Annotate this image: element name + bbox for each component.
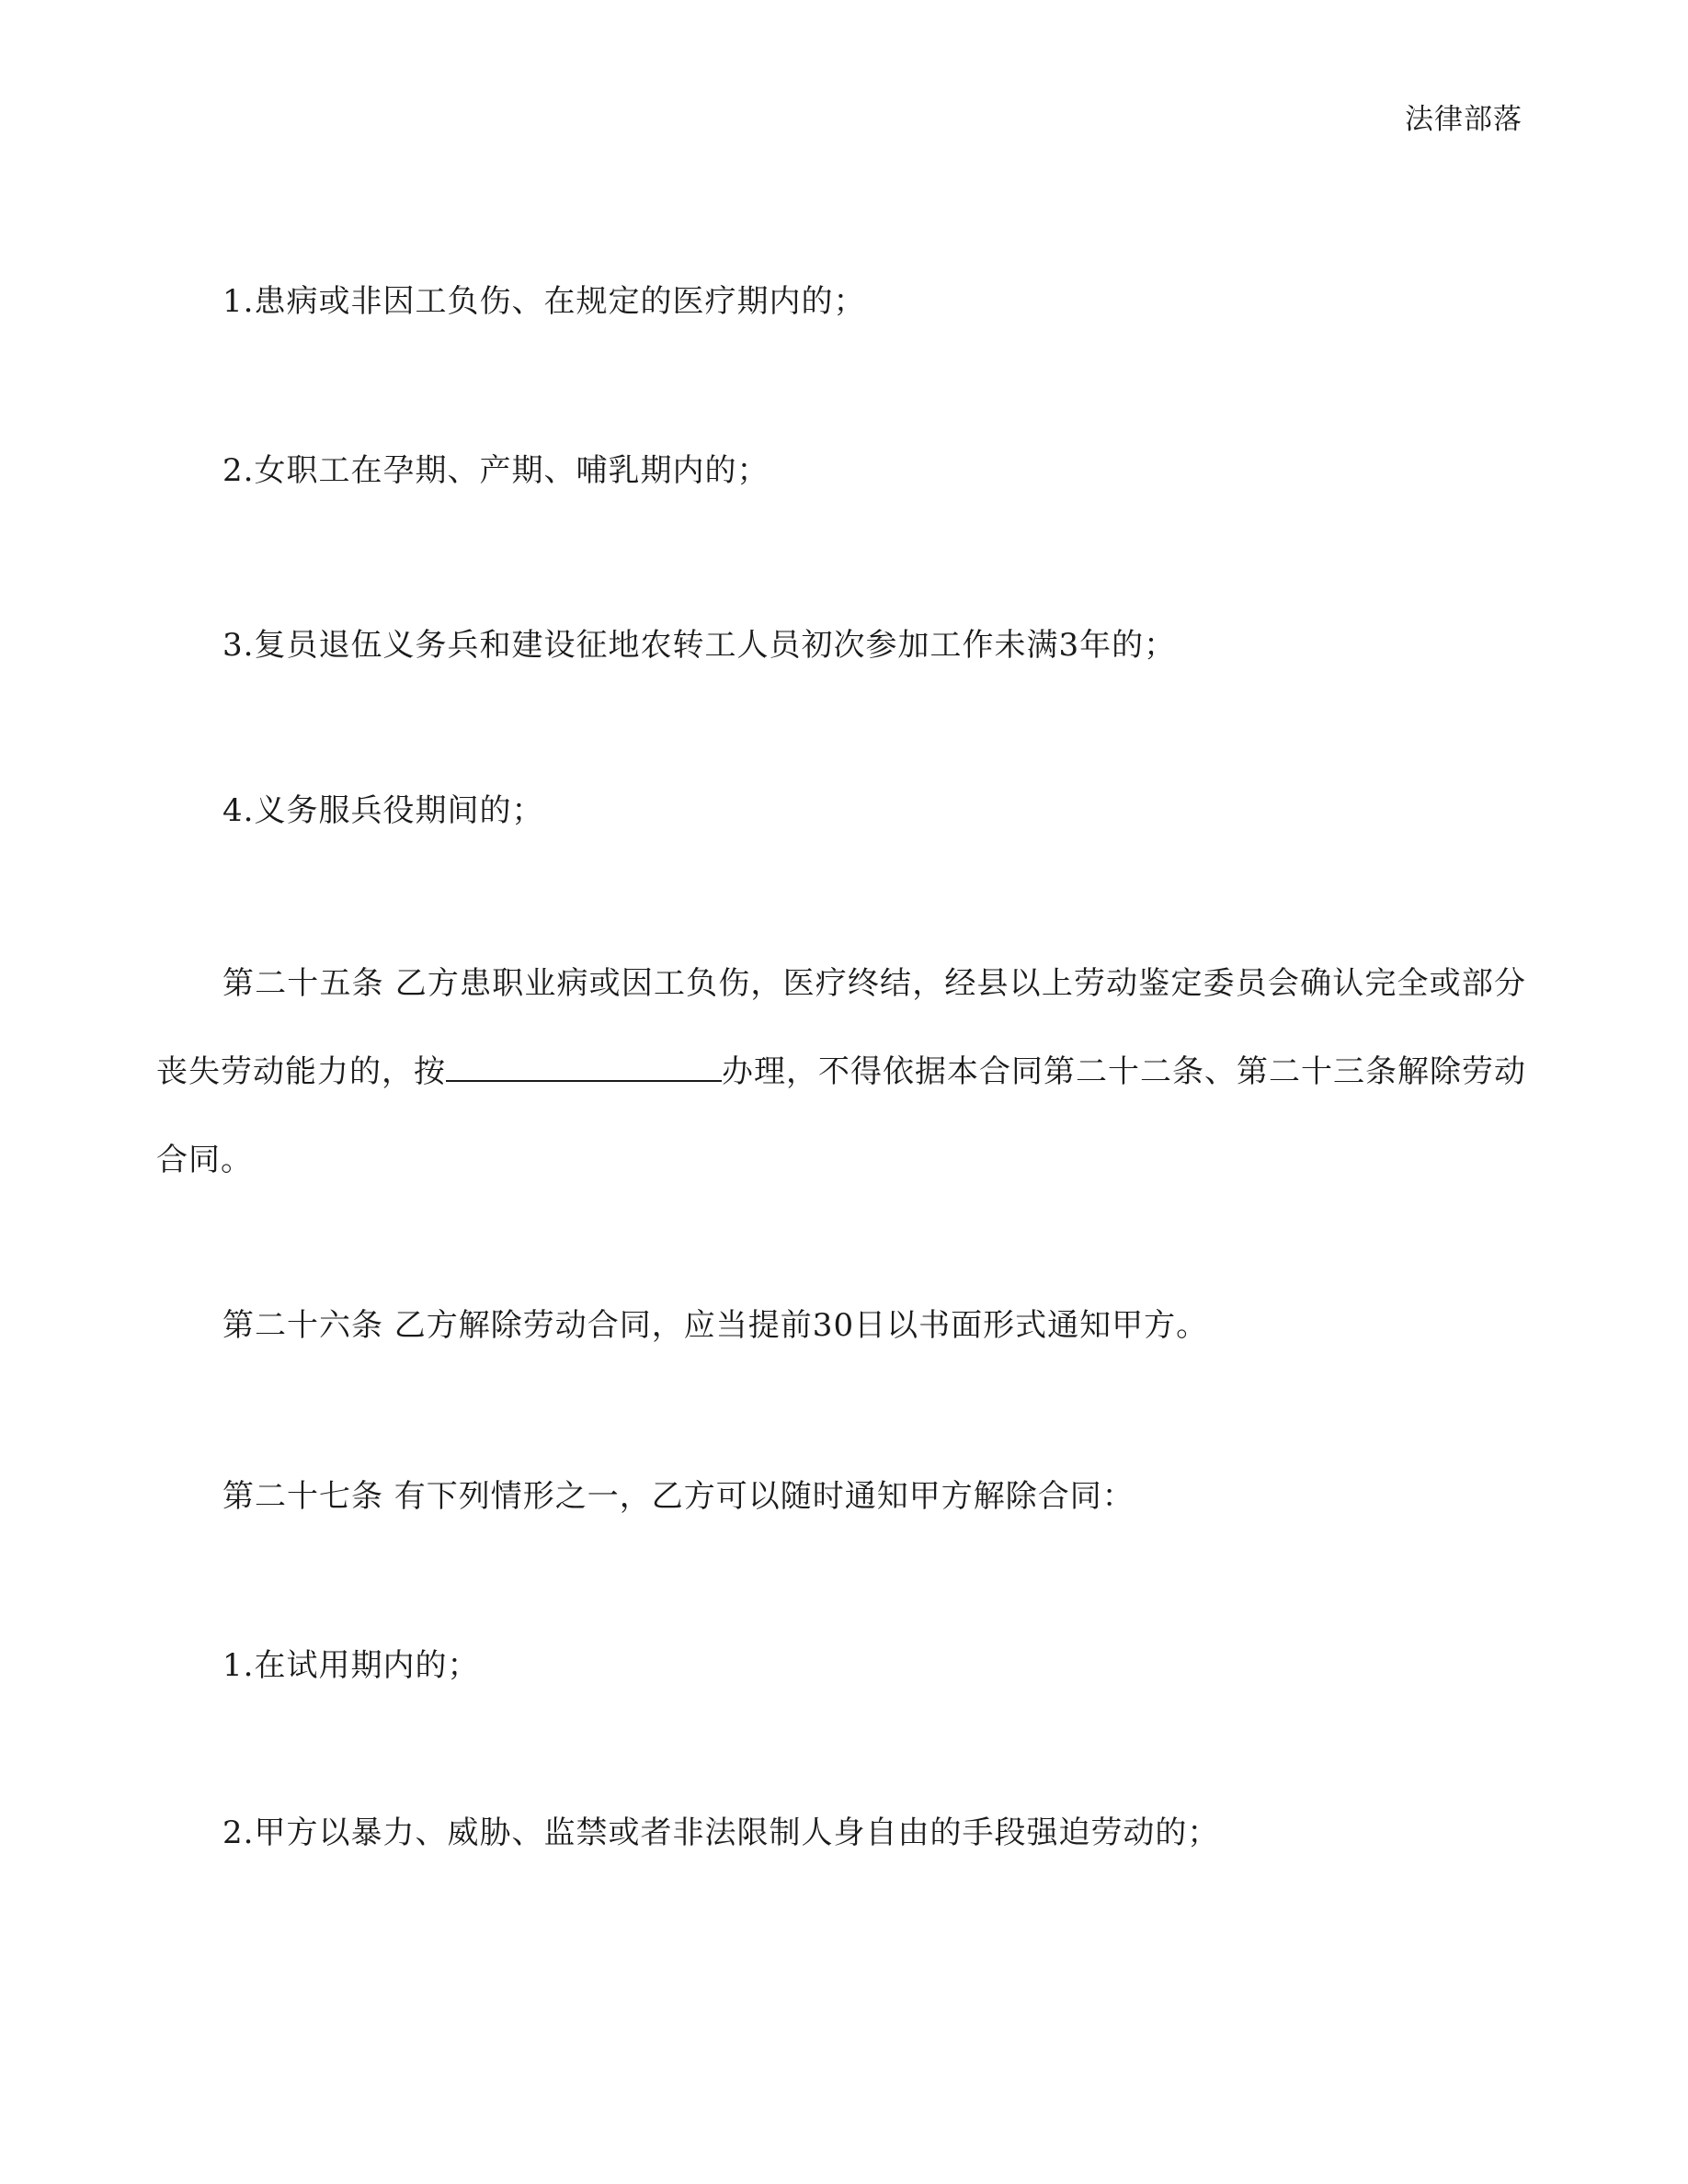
clause-item-4: 4.义务服兵役期间的； — [222, 792, 544, 829]
article-25 — [156, 939, 1526, 1204]
article-27: 第二十七条 有下列情形之一，乙方可以随时通知甲方解除合同： — [222, 1478, 1135, 1515]
page-header-brand: 法律部落 — [1405, 103, 1523, 136]
article-26: 第二十六条 乙方解除劳动合同，应当提前30日以书面形式通知甲方。 — [222, 1307, 1209, 1344]
article-27-item-1: 1.在试用期内的； — [222, 1647, 480, 1684]
clause-item-3: 3.复员退伍义务兵和建设征地农转工人员初次参加工作未满3年的； — [222, 627, 1177, 664]
article-25-text-start: 第二十五条 乙方患职业病或因工负伤，医疗终结，经县以上劳动鉴定委员会确认完全或部分丧失劳动能力的，按 — [156, 965, 1526, 1090]
fill-in-blank — [446, 1052, 722, 1082]
article-25-text-end: 办理，不得依据本合同第二十二条、第二十三条解除劳动合同。 — [156, 1053, 1526, 1178]
clause-item-1: 1.患病或非因工负伤、在规定的医疗期内的； — [222, 283, 866, 320]
clause-item-2: 2.女职工在孕期、产期、哺乳期内的； — [222, 452, 770, 489]
article-27-item-2: 2.甲方以暴力、威胁、监禁或者非法限制人身自由的手段强迫劳动的； — [222, 1814, 1220, 1851]
